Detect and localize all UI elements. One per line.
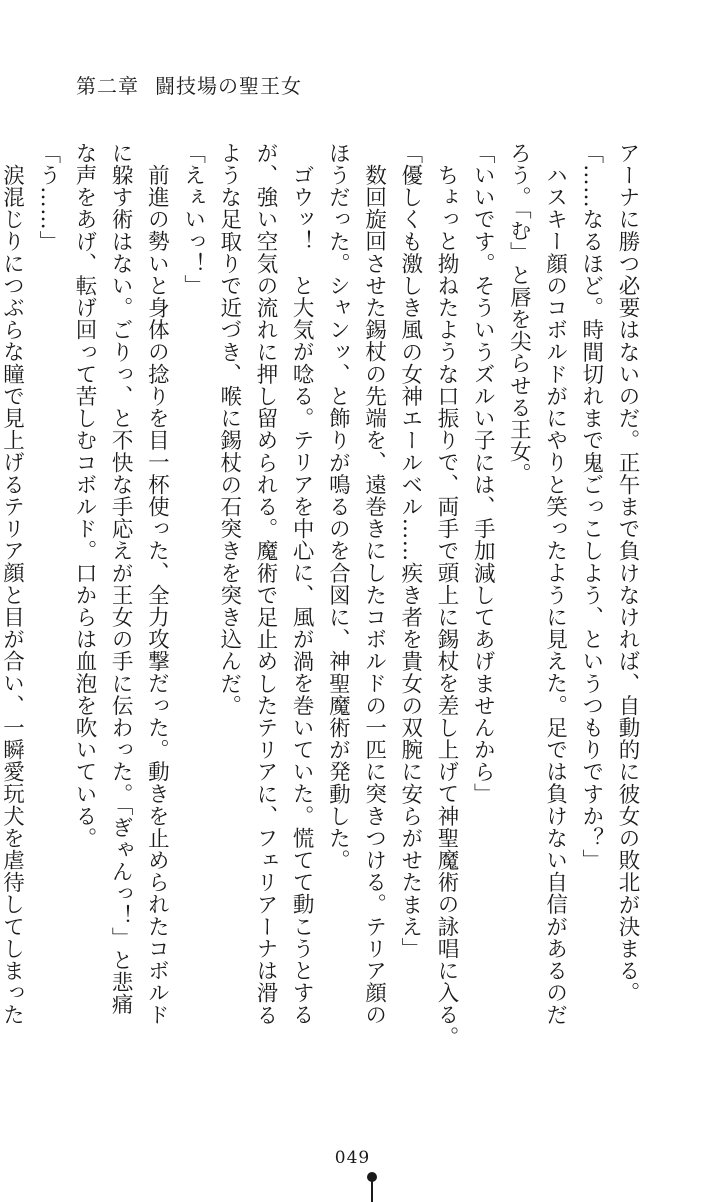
text-line: 「えぇいっ！」 [180, 142, 206, 297]
text-line: 涙混じりにつぶらな瞳で見上げるテリア顔と目が合い、一瞬愛玩犬を虐待してしまった [0, 163, 25, 1026]
text-line: が、強い空気の流れに押し留められる。魔術で足止めしたテリアに、フェリアーナは滑る [252, 142, 278, 1026]
text-line: 「う……」 [35, 142, 61, 253]
vertical-body-text [0, 142, 645, 1048]
chapter-label: 第二章 [76, 74, 139, 98]
chapter-title: 闘技場の聖王女 [155, 74, 302, 98]
text-line: 「……なるほど。時間切れまで鬼ごっこしよう、というつもりですか？」 [578, 142, 604, 872]
text-line: 「いいです。そういうズルい子には、手加減してあげませんから」 [470, 142, 496, 805]
text-line: ような足取りで近づき、喉に錫杖の石突きを突き込んだ。 [216, 142, 242, 717]
text-line: ハスキー顔のコボルドがにやりと笑ったように見えた。足では負けない自信があるのだ [542, 163, 568, 1026]
text-line: ほうだった。シャンッ、と飾りが鳴るのを合図に、神聖魔術が発動した。 [325, 142, 351, 872]
page-number: 049 [334, 1148, 371, 1168]
text-line: 数回旋回させた錫杖の先端を、遠巻きにしたコボルドの一匹に突きつける。テリア顔の [361, 163, 387, 1026]
text-line: ゴウッ！ と大気が唸る。テリアを中心に、風が渦を巻いていた。慌てて動こうとする [289, 163, 315, 1026]
text-line: ろう。「む」と唇を尖らせる王女。 [506, 142, 532, 485]
text-line: 前進の勢いと身体の捻りを目一杯使った、全力攻撃だった。動きを止められたコボルド [144, 163, 170, 1026]
text-line: ちょっと拗ねたような口振りで、両手で頭上に錫杖を差し上げて神聖魔術の詠唱に入る。 [433, 163, 459, 1048]
text-line: な声をあげ、転げ回って苦しむコボルド。口からは血泡を吹いている。 [71, 142, 97, 850]
text-line: に躱す術はない。ごりっ、と不快な手応えが王女の手に伝わった。「ぎゃんっ！」と悲痛 [108, 142, 134, 1016]
running-header [76, 70, 302, 99]
page-ornament-icon [367, 1172, 377, 1202]
text-line: アーナに勝つ必要はないのだ。正午まで負けなければ、自動的に彼女の敗北が決まる。 [615, 142, 640, 1004]
text-line: 「優しくも激しき風の女神エールベル……疾き者を貴女の双腕に安らがせたまえ」 [397, 142, 423, 960]
